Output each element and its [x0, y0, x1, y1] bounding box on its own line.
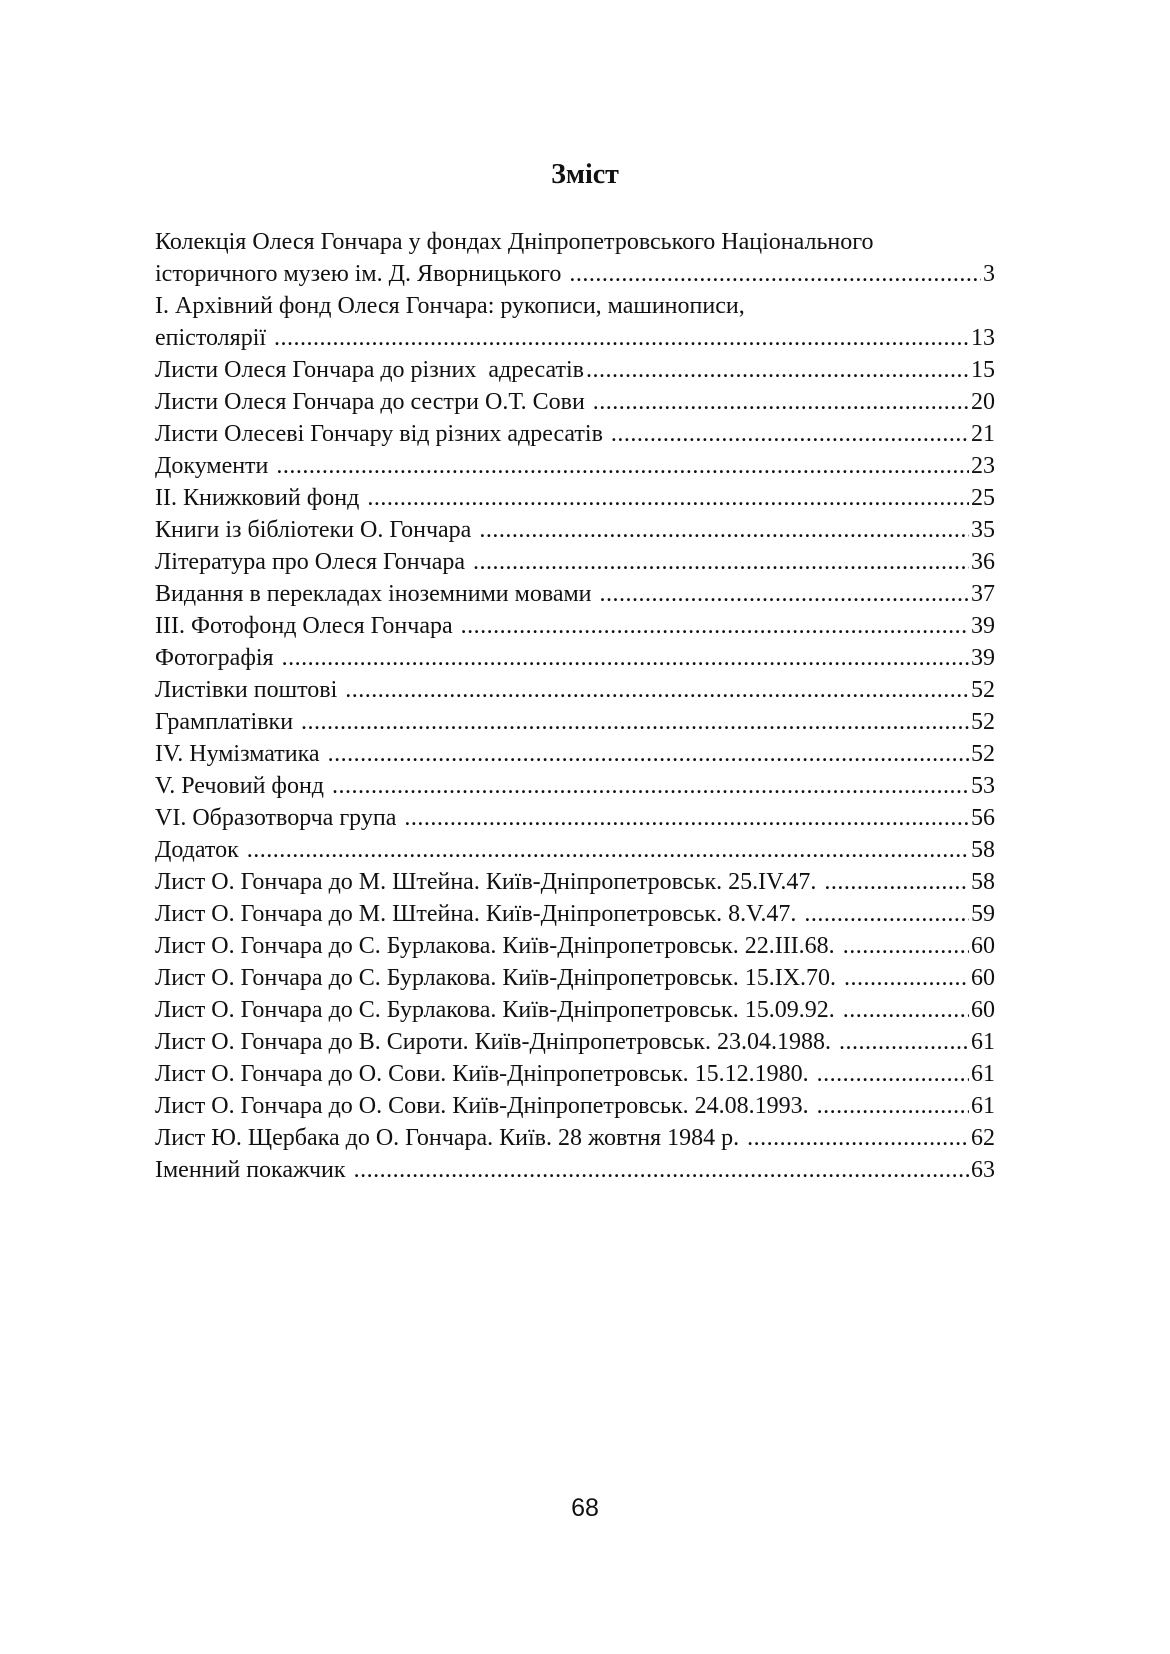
page-number: 68	[571, 1494, 599, 1522]
toc-entry	[155, 482, 995, 514]
dot-leader	[611, 418, 969, 450]
toc-entry-page: 61	[971, 1093, 995, 1119]
toc-entry-page: 58	[971, 869, 995, 895]
toc-entry	[155, 802, 995, 834]
toc-entry-text: історичного музею ім. Д. Яворницького	[155, 261, 568, 287]
toc-entry	[155, 994, 995, 1026]
dot-leader	[479, 514, 969, 546]
toc-entry	[155, 450, 995, 482]
toc-entry-page: 58	[971, 837, 995, 863]
toc-entry	[155, 290, 995, 354]
toc-entry-page: 3	[983, 261, 995, 287]
dot-leader	[600, 578, 969, 610]
dot-leader	[569, 258, 981, 290]
toc-entry-text: Книги із бібліотеки О. Гончара	[155, 517, 478, 543]
toc-entry	[155, 1154, 995, 1186]
dot-leader	[274, 322, 969, 354]
dot-leader	[354, 1154, 969, 1186]
toc-entry-text: Грамплатівки	[155, 709, 300, 735]
toc-entry	[155, 418, 995, 450]
toc-entry	[155, 866, 995, 898]
toc-entry	[155, 738, 995, 770]
dot-leader	[367, 482, 969, 514]
dot-leader	[817, 1090, 969, 1122]
dot-leader	[332, 770, 969, 802]
toc-entry-page: 62	[971, 1125, 995, 1151]
toc-entry	[155, 642, 995, 674]
toc-entry-text: Листи Олеся Гончара до сестри О.Т. Сови	[155, 389, 591, 415]
dot-leader	[747, 1122, 969, 1154]
toc-entry-text: Лист О. Гончара до О. Сови. Київ-Дніпропетровськ. 15.12.1980.	[155, 1061, 815, 1087]
toc-entry-text: Лист О. Гончара до С. Бурлакова. Київ-Дніпропетровськ. 22.ІІІ.68.	[155, 933, 841, 959]
toc-entry-page: 59	[971, 901, 995, 927]
dot-leader	[328, 738, 969, 770]
toc-entry	[155, 1090, 995, 1122]
toc-entry-text: Лист О. Гончара до С. Бурлакова. Київ-Дніпропетровськ. 15.09.92.	[155, 997, 841, 1023]
dot-leader	[843, 930, 969, 962]
toc-entry-page: 52	[971, 709, 995, 735]
dot-leader	[843, 994, 969, 1026]
toc-entry-page: 61	[971, 1061, 995, 1087]
toc-entry-page: 56	[971, 805, 995, 831]
toc-entry-page: 36	[971, 549, 995, 575]
toc-entry	[155, 514, 995, 546]
toc-entry	[155, 898, 995, 930]
toc-entry	[155, 962, 995, 994]
toc-entry-text: IV. Нумізматика	[155, 741, 326, 767]
toc-entry-text: VI. Образотворча група	[155, 805, 403, 831]
toc-entry	[155, 226, 995, 290]
toc-entry-text: Лист О. Гончара до С. Бурлакова. Київ-Дніпропетровськ. 15.ІХ.70.	[155, 965, 843, 991]
toc-entry	[155, 546, 995, 578]
dot-leader	[345, 674, 969, 706]
toc-entry-text: ІІІ. Фотофонд Олеся Гончара	[155, 613, 459, 639]
toc-entry-page: 53	[971, 773, 995, 799]
toc-entry-page: 35	[971, 517, 995, 543]
toc-entry	[155, 706, 995, 738]
toc-entry-page: 63	[971, 1157, 995, 1183]
toc-entry-text: ІІ. Книжковий фонд	[155, 485, 366, 511]
toc-entry-text: Листи Олесеві Гончару від різних адресатів	[155, 421, 609, 447]
dot-leader	[817, 1058, 969, 1090]
toc-entry-text: V. Речовий фонд	[155, 773, 331, 799]
toc-entry-page: 25	[971, 485, 995, 511]
toc-entry-text: Додаток	[155, 837, 245, 863]
toc-entry-text: Документи	[155, 453, 275, 479]
toc-entry-text: Листи Олеся Гончара до різних адресатів	[155, 357, 584, 383]
dot-leader	[804, 898, 969, 930]
toc-entry	[155, 1026, 995, 1058]
dot-leader	[301, 706, 969, 738]
toc-entry-page: 60	[971, 997, 995, 1023]
toc-entry	[155, 770, 995, 802]
toc-entry-text: епістолярії	[155, 325, 273, 351]
toc-entry-page: 52	[971, 677, 995, 703]
toc-entry-page: 39	[971, 613, 995, 639]
toc-entry	[155, 354, 995, 386]
toc-entry-text: Лист Ю. Щербака до О. Гончара. Київ. 28 жовтня 1984 р.	[155, 1125, 746, 1151]
toc-entry-page: 23	[971, 453, 995, 479]
toc-entry-text: Лист О. Гончара до О. Сови. Київ-Дніпропетровськ. 24.08.1993.	[155, 1093, 815, 1119]
toc-entry-page: 39	[971, 645, 995, 671]
toc-entry-page: 13	[971, 325, 995, 351]
toc-entry-page: 60	[971, 933, 995, 959]
toc-entry	[155, 1122, 995, 1154]
toc-entry-page: 52	[971, 741, 995, 767]
dot-leader	[247, 834, 969, 866]
dot-leader	[473, 546, 969, 578]
toc-entry-text: Лист О. Гончара до В. Сироти. Київ-Дніпропетровськ. 23.04.1988.	[155, 1029, 837, 1055]
toc-entry-text: Іменний покажчик	[155, 1157, 352, 1183]
toc-entry	[155, 1058, 995, 1090]
toc-entry-text-line1: Колекція Олеся Гончара у фондах Дніпропетровського Національного	[155, 229, 874, 255]
toc-entry-text: Фотографія	[155, 645, 280, 671]
dot-leader	[404, 802, 969, 834]
toc-entry-text-line1: І. Архівний фонд Олеся Гончара: рукописи, машинописи,	[155, 293, 745, 319]
toc-entry	[155, 610, 995, 642]
dot-leader	[839, 1026, 969, 1058]
dot-leader	[276, 450, 969, 482]
dot-leader	[824, 866, 969, 898]
page-title: Зміст	[551, 159, 619, 190]
toc-entry-page: 60	[971, 965, 995, 991]
toc-entry-page: 21	[971, 421, 995, 447]
toc-entry-text: Лист О. Гончара до М. Штейна. Київ-Дніпропетровськ. 8.V.47.	[155, 901, 803, 927]
toc-entry-text: Листівки поштові	[155, 677, 344, 703]
toc-entry-text: Видання в перекладах іноземними мовами	[155, 581, 598, 607]
toc-entry	[155, 930, 995, 962]
dot-leader	[282, 642, 969, 674]
toc-entry-text: Лист О. Гончара до М. Штейна. Київ-Дніпропетровськ. 25.IV.47.	[155, 869, 823, 895]
toc-entry	[155, 578, 995, 610]
toc-entry-page: 61	[971, 1029, 995, 1055]
toc-entry	[155, 674, 995, 706]
dot-leader	[593, 386, 969, 418]
toc-entry-page: 37	[971, 581, 995, 607]
dot-leader	[844, 962, 969, 994]
toc-entry-page: 20	[971, 389, 995, 415]
toc-entry-page: 15	[971, 357, 995, 383]
dot-leader	[586, 354, 969, 386]
toc-entry	[155, 834, 995, 866]
table-of-contents	[155, 226, 995, 1186]
toc-entry-text: Література про Олеся Гончара	[155, 549, 472, 575]
toc-entry	[155, 386, 995, 418]
dot-leader	[461, 610, 969, 642]
